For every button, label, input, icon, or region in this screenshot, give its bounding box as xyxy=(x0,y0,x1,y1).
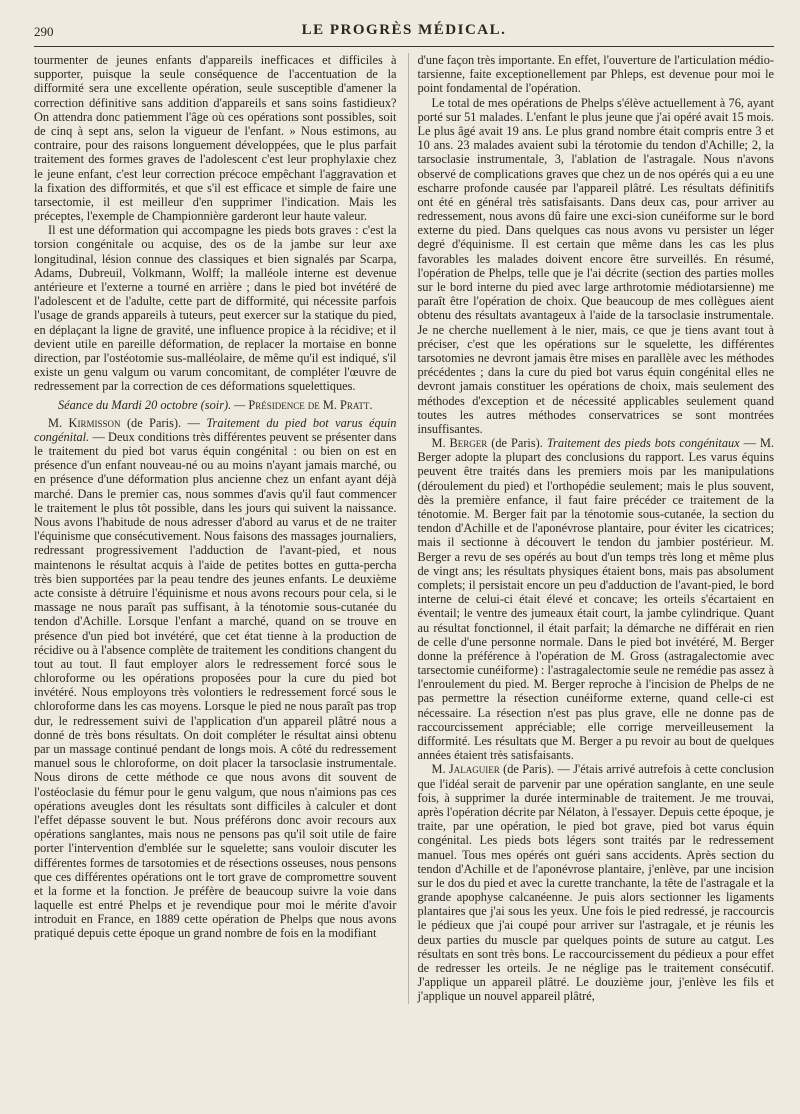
right-column xyxy=(408,53,774,1004)
author-name: M. Berger xyxy=(431,436,488,451)
running-title: LE PROGRÈS MÉDICAL. xyxy=(301,22,507,38)
paragraph xyxy=(34,416,396,941)
page-header xyxy=(34,22,774,47)
session-date: Séance du Mardi 20 octobre (soir). — xyxy=(57,397,246,412)
paragraph xyxy=(417,436,774,762)
communication-title: Traitement du pied bot varus équin congénital. xyxy=(34,415,397,444)
text-columns xyxy=(34,53,774,1004)
author-place: (de Paris). — xyxy=(120,415,207,430)
paragraph-body: — M. Berger adopte la plupart des conclusions du rapport. Les varus équins peuvent être traités dans les premiers mois par les manipulations (déroulement du pied) et l'orthopédie seulement; mais le plus souvent, dès la première enfance, il faut faire précéder ce traitement de la ténotomie. M. Berger fait par la ténotomie sous-cutanée, la section du tendon d'Achille et de l'aponévrose plantaire, pour éviter les cicatrices; mais il sectionne à découvert le tendon du jambier postérieur. M. Berger a revu de ses opérés au bout d'un temps très long et même plus de vingt ans; les résultats physiques étaient bons, mais pas absolument complets; il persistait encore un peu d'adduction de l'avant-pied, le bord interne de celui-ci était élevé et concave; les orteils s'écartaient en éventail; le ventre des jumeaux était court, la jambe cylindrique. Quant au résultat fonctionnel, il était parfait; la démarche ne différait en rien de celle d'une personne normale. Dans le pied bot invétéré, M. Berger donne la préférence à l'opération de M. Gross (astragalectomie avec tarsectomie cunéiforme) : l'astragalectomie seule ne remédie pas assez à l'enroulement du pied. M. Berger reproche à l'incision de Phelps de ne pas permettre la résection cunéiforme externe, quand celle-ci est nécessaire. La résection n'est pas plus grave, elle ne donne pas de raccourcissement appréciable; elle corrige merveilleusement la difformité. Les résultats que M. Berger a pu revoir au bout de quelques années étaient très satisfaisants. xyxy=(417,436,775,763)
left-column xyxy=(34,53,396,1004)
session-president: Présidence de M. Pratt. xyxy=(248,397,373,412)
paragraph: tourmenter de jeunes enfants d'appareils inefficaces et difficiles à supporter, puisque la seule conséquence de l'accentuation de la difformité sera une excellente opération, seule susceptible d'amener la correction définitive sans addition d'appareils et sans soins fastidieux? On attendra donc patiemment l'âge où ces opérations sont possibles, soit de cinq à sept ans, selon la vigueur de l'enfant. » Nous estimons, au contraire, pour des raisons longuement développées, que le plus parfait traitement des formes graves de l'adolescent c'est leur prophylaxie chez le jeune enfant, c'est leur correction précoce empêchant l'aggravation et la fixation des difformités, et que s'il est efficace et simple de faire une tarsectomie, il est meilleur d'en supprimer l'indication. Mais les préceptes, l'exemple de Championnière garderont leur haute valeur. xyxy=(34,53,397,224)
author-name: M. Kirmisson xyxy=(48,415,121,430)
paragraph xyxy=(417,762,774,1003)
paragraph: d'une façon très importante. En effet, l'ouverture de l'articulation médio-tarsienne, faite exceptionellement par Phleps, est devenue pour moi le point fondamental de l'opération. xyxy=(417,53,774,96)
paragraph: Le total de mes opérations de Phelps s'élève actuellement à 76, ayant porté sur 51 malades. L'enfant le plus jeune que j'ai opéré avait 15 mois. Le plus âgé avait 19 ans. Le plus grand nombre était compris entre 3 et 10 ans. 23 malades avaient subi la térotomie du tendon d'Achille; 2, la tarsoclasie instrumentale, 3, l'ablation de l'astragale. Nous n'avons observé de complications graves que chez un de nos opérés qui a eu une escharre profonde causée par l'appareil plâtré. Les résultats définitifs ont été en général très satisfaisants. Dans deux cas, pour arriver au redressement, nous avons dû faire une exci-sion cunéiforme sur le bord externe du pied. Dans quelques cas nous avons vu persister un léger degré d'équinisme. Il est certain que même dans les cas les plus favorables les malades doivent encore être surveillés. En résumé, l'opération de Phelps, telle que je l'ai décrite (section des parties molles sur le bord interne du pied avec large arthrotomie médiotarsienne) me paraît être l'opération de choix. Que beaucoup de mes collègues aient obtenu des résultats avantageux à l'aide de la tarsoclasie instrumentale. Je ne cherche nuellement à le nier, mais, ce que je tiens avant tout à préciser, c'est que les opérations sur le squelette, les différentes tarsotomies ne devront jamais être mises en parallèle avec les méthodes précédentes ; dans la cure du pied bot varus équin congénital elles ne devront jamais constituer les opérations de choix, mais seulement des méthodes d'exception et de nécessité applicables seulement quand toutes les autres méthodes conservatrices se sont montrées insuffisantes. xyxy=(417,95,774,436)
paragraph: Il est une déformation qui accompagne les pieds bots graves : c'est la torsion congénitale ou acquise, des os de la jambe sur leur axe longitudinal, lésion connue des classiques et bien signalés par Scarpa, Adams, Dubreuil, Volkmann, Wolff; la malléole interne est devenue antérieure et l'externe a tourné en arrière ; dans le pied bot invétéré de l'adolescent et de l'adulte, cette part de difformité, qui nécessite parfois l'usage de grands appareils à tuteurs, peut exercer sur la statique du pied, en déplaçant la ligne de gravité, une influence propice à la récidive; et il devient utile en pareille déformation, de replacer la mortaise en bonne direction, par l'ostéotomie sus-malléolaire, de même qu'il est indiqué, s'il existe un genu valgum ou varum concomitant, de compléter l'œuvre de redressement par la correction de ces déformations squelettiques. xyxy=(34,223,397,394)
page-number: 290 xyxy=(34,24,54,39)
communication-title: Traitement des pieds bots congénitaux xyxy=(546,436,740,451)
session-heading xyxy=(34,398,396,412)
paragraph-body: (de Paris). — J'étais arrivé autrefois à cette conclusion que l'idéal serait de parvenir par une opération sanglante, en une seule fois, à supprimer la durée interminable de traitement. Je me trouvai, après l'opération décrite par Nélaton, à l'essayer. Depuis cette époque, je traite, par une opération, le pied bot grave, pied bot varus équin congénital. Les pieds bots légers sont traités par le redressement manuel. Tous mes opérés ont guéri sans accidents. Après section du tendon d'Achille et de l'aponévrose plantaire, j'enlève, par une incision sur le dos du pied et avec la curette tranchante, la tête de l'astragale et la grande apophyse calcanéenne. Je puis alors sectionner les ligaments plantaires que j'ai sous les yeux. Une fois le pied redressé, je raccourcis le pédieux que j'ai coupé pour arriver sur l'astragale, et je réunis les deux parties du muscle par quelques points de suture au catgut. Les résultats en sont très bons. Le raccourcissement du pédieux a pour effet de redresser les orteils. Je ne néglige pas le traitement consécutif. J'applique un appareil plâtré. Le douzième jour, j'enlève les fils et j'applique un nouvel appareil plâtré, xyxy=(417,762,774,1004)
paragraph-body: — Deux conditions très différentes peuvent se présenter dans le traitement du pied bot varus équin congénital : ou bien on est en présence d'un enfant nouveau-né ou au moins n'ayant jamais marché, ou en présence d'une déformation plus ancienne chez un enfant ayant déjà marché. Dans le premier cas, nous sommes d'avis qu'il faut commencer le traitement le plus tôt possible, dans les jours qui suivent la naissance. Nous avons l'habitude de nous adresser d'abord au varus et de ne traiter l'équinisme que consécutivement. Nous faisons des massages journaliers, redressant progressivement l'adduction de l'avant-pied, et nous maintenons le résultat acquis à l'aide de petites bottes en gutta-percha très bien supportées par la peau tendre des jeunes enfants. Le deuxième acte consiste à détruire l'équinisme et nous avons recours pour cela, si le massage ne nous paraît pas suffisant, à la ténotomie sous-cutanée du tendon d'Achille. Lorsque l'enfant a marché, quand on se trouve en présence d'un pied bot invétéré, que cet état tienne à la production de récidive ou à l'absence complète de traitement les conditions changent du tout au tout. Il faut employer alors le redressement forcé sous le chloroforme ou les opérations proposées pour la cure du pied bot invétéré. Nous employons très volontiers le redressement forcé sous le chloroforme dans les cas moyens. Lorsque le pied ne nous paraît pas trop dur, le redressement suivi de l'application d'un appareil plâtré nous a donné de très bons résultats. On doit compléter le résultat ainsi obtenu par un massage continué pendant de longs mois. A côté du redressement manuel sous le chloroforme, on doit placer la tarsoclasie instrumentale. Nous dirons de cette méthode ce que nous avons dit souvent de l'ostéoclasie du fémur pour le genu valgum, que nous n'aimions pas ces opérations aveugles dont les résultats sont difficiles à calculer et dont l'effet dépasse souvent le but. Nous préférons donc avoir recours aux opérations sanglantes, mais nous ne pensons pas qu'il soit utile de faire porter l'intervention d'emblée sur le squelette; sans vouloir discuter les différentes formes de tarsotomies et de résections osseuses, nous pensons que ces différentes opérations ont le tort grave de compromettre souvent et la forme et la fonction. Je préfère de beaucoup suivre la voie dans laquelle est entré Phelps et je revendique pour moi le mérite d'avoir introduit en France, en 1889 cette opération de Phelps que nous avons pratiqué depuis cette époque un grand nombre de fois en la modifiant xyxy=(34,429,397,941)
author-name: M. Jalaguier xyxy=(431,762,500,777)
author-place: (de Paris). xyxy=(487,436,547,451)
